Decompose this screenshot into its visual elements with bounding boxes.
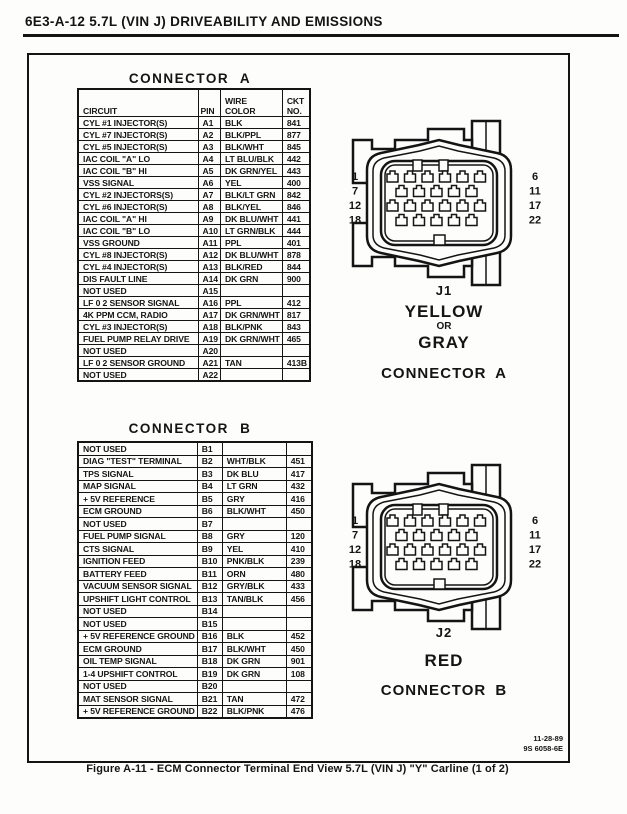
cell-pin: A11: [198, 237, 220, 249]
cell-pin: B15: [197, 618, 222, 631]
cell-ckt-no: 400: [282, 177, 310, 189]
cell-wire-color: BLK/LT GRN: [220, 189, 282, 201]
cell-wire-color: [222, 618, 286, 631]
cell-pin: B18: [197, 655, 222, 668]
cell-wire-color: DK GRN: [220, 273, 282, 285]
cell-circuit: IGNITION FEED: [78, 555, 197, 568]
table-row: [78, 165, 310, 177]
table-row: [78, 442, 312, 455]
connector-a-color-1: YELLOW: [404, 302, 484, 321]
cell-wire-color: LT GRN: [222, 480, 286, 493]
cell-wire-color: DK GRN/YEL: [220, 165, 282, 177]
table-row: [78, 455, 312, 468]
cell-pin: A8: [198, 201, 220, 213]
cell-circuit: + 5V REFERENCE GROUND: [78, 630, 197, 643]
cell-pin: B13: [197, 593, 222, 606]
connector-b-rows: [78, 442, 312, 718]
cell-ckt-no: 239: [286, 555, 312, 568]
table-row: [78, 543, 312, 556]
cell-wire-color: [222, 518, 286, 531]
cell-ckt-no: 843: [282, 321, 310, 333]
cell-circuit: IAC COIL "B" HI: [78, 165, 198, 177]
cell-circuit: FUEL PUMP SIGNAL: [78, 530, 197, 543]
cell-ckt-no: 844: [282, 261, 310, 273]
column-header-ckt-no: CKT NO.: [282, 89, 310, 117]
cell-pin: A4: [198, 153, 220, 165]
cell-wire-color: PNK/BLK: [222, 555, 286, 568]
cell-wire-color: BLK/WHT: [220, 141, 282, 153]
table-row: [78, 693, 312, 706]
cell-ckt-no: [282, 285, 310, 297]
cell-pin: B21: [197, 693, 222, 706]
cell-ckt-no: 476: [286, 705, 312, 718]
cell-ckt-no: 900: [282, 273, 310, 285]
table-row: [78, 225, 310, 237]
j1-label: J1: [435, 283, 453, 298]
cell-pin: A16: [198, 297, 220, 309]
cell-wire-color: GRY: [222, 493, 286, 506]
table-row: [78, 530, 312, 543]
revision-code: 9S 6058-6E: [523, 743, 563, 753]
table-row: [78, 117, 310, 129]
cell-pin: A15: [198, 285, 220, 297]
cell-circuit: DIS FAULT LINE: [78, 273, 198, 285]
connector-j2-diagram: [339, 452, 549, 642]
cell-circuit: OIL TEMP SIGNAL: [78, 655, 197, 668]
cell-circuit: CYL #7 INJECTOR(S): [78, 129, 198, 141]
table-row: [78, 593, 312, 606]
table-row: [78, 261, 310, 273]
cell-ckt-no: 846: [282, 201, 310, 213]
cell-circuit: MAT SENSOR SIGNAL: [78, 693, 197, 706]
cell-pin: B11: [197, 568, 222, 581]
table-row: [78, 309, 310, 321]
cell-circuit: NOT USED: [78, 369, 198, 382]
cell-ckt-no: [286, 442, 312, 455]
cell-ckt-no: 108: [286, 668, 312, 681]
table-row: [78, 273, 310, 285]
cell-wire-color: DK GRN/WHT: [220, 333, 282, 345]
cell-circuit: + 5V REFERENCE: [78, 493, 197, 506]
cell-ckt-no: 450: [286, 643, 312, 656]
cell-pin: A19: [198, 333, 220, 345]
cell-pin: A6: [198, 177, 220, 189]
table-row: [78, 668, 312, 681]
table-row: [78, 468, 312, 481]
cell-circuit: CYL #8 INJECTOR(S): [78, 249, 198, 261]
cell-ckt-no: 417: [286, 468, 312, 481]
table-row: [78, 630, 312, 643]
cell-circuit: LF 0 2 SENSOR SIGNAL: [78, 297, 198, 309]
table-row: [78, 369, 310, 382]
connector-a-color-or: OR: [436, 321, 452, 332]
table-row: [78, 655, 312, 668]
table-row: [78, 345, 310, 357]
cell-wire-color: DK GRN: [222, 668, 286, 681]
cell-circuit: NOT USED: [78, 442, 197, 455]
cell-wire-color: WHT/BLK: [222, 455, 286, 468]
connector-b-table: [77, 441, 313, 719]
cell-circuit: ECM GROUND: [78, 505, 197, 518]
cell-ckt-no: 452: [286, 630, 312, 643]
cell-ckt-no: 401: [282, 237, 310, 249]
cell-circuit: UPSHIFT LIGHT CONTROL: [78, 593, 197, 606]
table-row: [78, 177, 310, 189]
table-row: [78, 680, 312, 693]
cell-ckt-no: 442: [282, 153, 310, 165]
connector-a-color-2: GRAY: [418, 333, 470, 352]
cell-circuit: LF 0 2 SENSOR GROUND: [78, 357, 198, 369]
cell-circuit: CYL #1 INJECTOR(S): [78, 117, 198, 129]
cell-circuit: CYL #4 INJECTOR(S): [78, 261, 198, 273]
cell-circuit: NOT USED: [78, 518, 197, 531]
cell-wire-color: DK BLU: [222, 468, 286, 481]
cell-wire-color: [220, 285, 282, 297]
cell-ckt-no: 416: [286, 493, 312, 506]
cell-circuit: 1-4 UPSHIFT CONTROL: [78, 668, 197, 681]
cell-wire-color: [222, 680, 286, 693]
cell-wire-color: DK BLU/WHT: [220, 249, 282, 261]
cell-ckt-no: 444: [282, 225, 310, 237]
cell-pin: A1: [198, 117, 220, 129]
connector-a-table-title: CONNECTOR A: [128, 71, 252, 86]
cell-circuit: CYL #5 INJECTOR(S): [78, 141, 198, 153]
cell-pin: A3: [198, 141, 220, 153]
cell-wire-color: YEL: [220, 177, 282, 189]
cell-wire-color: DK BLU/WHT: [220, 213, 282, 225]
cell-pin: B1: [197, 442, 222, 455]
table-row: [78, 580, 312, 593]
cell-pin: B2: [197, 455, 222, 468]
cell-wire-color: YEL: [222, 543, 286, 556]
cell-circuit: IAC COIL "B" LO: [78, 225, 198, 237]
cell-wire-color: BLK/PNK: [222, 705, 286, 718]
table-row: [78, 518, 312, 531]
header-rule: [23, 34, 619, 37]
table-row: [78, 605, 312, 618]
cell-ckt-no: 441: [282, 213, 310, 225]
connector-a-color-block: [339, 302, 549, 352]
cell-wire-color: [222, 605, 286, 618]
cell-circuit: MAP SIGNAL: [78, 480, 197, 493]
cell-ckt-no: 841: [282, 117, 310, 129]
table-row: [78, 141, 310, 153]
revision-date: 11-28-89: [533, 734, 563, 743]
cell-pin: B16: [197, 630, 222, 643]
figure-border-box: [27, 53, 570, 763]
cell-circuit: DIAG "TEST" TERMINAL: [78, 455, 197, 468]
cell-pin: B10: [197, 555, 222, 568]
cell-circuit: CYL #2 INJECTORS(S): [78, 189, 198, 201]
cell-wire-color: BLK: [220, 117, 282, 129]
cell-wire-color: PPL: [220, 297, 282, 309]
connector-a-rows: [78, 117, 310, 382]
cell-circuit: CYL #3 INJECTOR(S): [78, 321, 198, 333]
cell-wire-color: BLK/YEL: [220, 201, 282, 213]
table-row: [78, 237, 310, 249]
cell-circuit: NOT USED: [78, 618, 197, 631]
cell-pin: B6: [197, 505, 222, 518]
table-row: [78, 618, 312, 631]
table-row: [78, 705, 312, 718]
cell-ckt-no: 443: [282, 165, 310, 177]
cell-ckt-no: 480: [286, 568, 312, 581]
table-row: [78, 555, 312, 568]
cell-pin: A12: [198, 249, 220, 261]
table-row: [78, 321, 310, 333]
cell-pin: B9: [197, 543, 222, 556]
cell-pin: B19: [197, 668, 222, 681]
cell-ckt-no: [286, 605, 312, 618]
cell-ckt-no: 412: [282, 297, 310, 309]
j2-label: J2: [435, 625, 453, 640]
cell-ckt-no: 120: [286, 530, 312, 543]
cell-pin: B5: [197, 493, 222, 506]
cell-circuit: NOT USED: [78, 285, 198, 297]
revision-block: [523, 734, 563, 753]
cell-ckt-no: [282, 345, 310, 357]
cell-ckt-no: 878: [282, 249, 310, 261]
page-header-title: 6E3-A-12 5.7L (VIN J) DRIVEABILITY AND EMISSIONS: [25, 14, 383, 29]
table-row: [78, 201, 310, 213]
cell-wire-color: BLK: [222, 630, 286, 643]
figure-caption: Figure A-11 - ECM Connector Terminal End View 5.7L (VIN J) "Y" Carline (1 of 2): [86, 763, 509, 775]
cell-pin: A22: [198, 369, 220, 382]
cell-wire-color: [220, 345, 282, 357]
cell-wire-color: TAN/BLK: [222, 593, 286, 606]
cell-ckt-no: 410: [286, 543, 312, 556]
cell-ckt-no: 451: [286, 455, 312, 468]
column-header-wire-color: WIRE COLOR: [220, 89, 282, 117]
connector-b-color-1: RED: [424, 651, 464, 670]
cell-ckt-no: [286, 618, 312, 631]
cell-wire-color: BLK/WHT: [222, 643, 286, 656]
cell-pin: B12: [197, 580, 222, 593]
cell-circuit: TPS SIGNAL: [78, 468, 197, 481]
table-row: [78, 129, 310, 141]
cell-ckt-no: 842: [282, 189, 310, 201]
cell-wire-color: TAN: [220, 357, 282, 369]
cell-ckt-no: 456: [286, 593, 312, 606]
cell-circuit: NOT USED: [78, 345, 198, 357]
connector-a-header-row: [78, 89, 310, 117]
cell-circuit: BATTERY FEED: [78, 568, 197, 581]
cell-pin: B20: [197, 680, 222, 693]
cell-ckt-no: 901: [286, 655, 312, 668]
cell-ckt-no: 877: [282, 129, 310, 141]
cell-wire-color: GRY: [222, 530, 286, 543]
cell-pin: A2: [198, 129, 220, 141]
cell-pin: A20: [198, 345, 220, 357]
cell-wire-color: GRY/BLK: [222, 580, 286, 593]
cell-circuit: + 5V REFERENCE GROUND: [78, 705, 197, 718]
cell-wire-color: BLK/WHT: [222, 505, 286, 518]
cell-wire-color: LT BLU/BLK: [220, 153, 282, 165]
cell-circuit: FUEL PUMP RELAY DRIVE: [78, 333, 198, 345]
cell-circuit: ECM GROUND: [78, 643, 197, 656]
cell-wire-color: PPL: [220, 237, 282, 249]
cell-pin: B7: [197, 518, 222, 531]
connector-b-name-label: CONNECTOR B: [380, 682, 508, 699]
table-row: [78, 333, 310, 345]
connector-b-table-title: CONNECTOR B: [128, 421, 252, 436]
cell-ckt-no: 845: [282, 141, 310, 153]
connector-a-table: [77, 88, 311, 382]
cell-wire-color: BLK/PPL: [220, 129, 282, 141]
table-row: [78, 357, 310, 369]
cell-pin: A21: [198, 357, 220, 369]
cell-pin: B4: [197, 480, 222, 493]
table-row: [78, 568, 312, 581]
cell-pin: B17: [197, 643, 222, 656]
cell-circuit: NOT USED: [78, 605, 197, 618]
connector-a-name-label: CONNECTOR A: [381, 365, 507, 382]
cell-wire-color: TAN: [222, 693, 286, 706]
table-row: [78, 505, 312, 518]
connector-j1-diagram: [339, 108, 549, 298]
table-row: [78, 189, 310, 201]
cell-ckt-no: [282, 369, 310, 382]
cell-circuit: IAC COIL "A" HI: [78, 213, 198, 225]
cell-wire-color: DK GRN: [222, 655, 286, 668]
cell-wire-color: ORN: [222, 568, 286, 581]
cell-wire-color: LT GRN/BLK: [220, 225, 282, 237]
table-row: [78, 493, 312, 506]
cell-wire-color: [220, 369, 282, 382]
cell-ckt-no: 817: [282, 309, 310, 321]
cell-circuit: IAC COIL "A" LO: [78, 153, 198, 165]
cell-ckt-no: [286, 518, 312, 531]
cell-circuit: VSS GROUND: [78, 237, 198, 249]
cell-pin: A13: [198, 261, 220, 273]
cell-circuit: VSS SIGNAL: [78, 177, 198, 189]
cell-wire-color: BLK/PNK: [220, 321, 282, 333]
cell-circuit: CYL #6 INJECTOR(S): [78, 201, 198, 213]
cell-pin: A9: [198, 213, 220, 225]
column-header-circuit: CIRCUIT: [78, 89, 198, 117]
cell-pin: B22: [197, 705, 222, 718]
cell-ckt-no: 450: [286, 505, 312, 518]
cell-circuit: CTS SIGNAL: [78, 543, 197, 556]
table-row: [78, 297, 310, 309]
column-header-pin: PIN: [198, 89, 220, 117]
cell-ckt-no: 432: [286, 480, 312, 493]
table-row: [78, 285, 310, 297]
cell-pin: A10: [198, 225, 220, 237]
cell-ckt-no: [286, 680, 312, 693]
cell-pin: A5: [198, 165, 220, 177]
table-row: [78, 643, 312, 656]
cell-pin: A18: [198, 321, 220, 333]
cell-ckt-no: 465: [282, 333, 310, 345]
table-row: [78, 153, 310, 165]
cell-wire-color: DK GRN/WHT: [220, 309, 282, 321]
cell-wire-color: BLK/RED: [220, 261, 282, 273]
cell-circuit: VACUUM SENSOR SIGNAL: [78, 580, 197, 593]
cell-ckt-no: 413B: [282, 357, 310, 369]
cell-ckt-no: 472: [286, 693, 312, 706]
cell-pin: A7: [198, 189, 220, 201]
cell-circuit: 4K PPM CCM, RADIO: [78, 309, 198, 321]
cell-wire-color: [222, 442, 286, 455]
cell-circuit: NOT USED: [78, 680, 197, 693]
table-row: [78, 213, 310, 225]
cell-pin: B3: [197, 468, 222, 481]
cell-pin: B14: [197, 605, 222, 618]
table-row: [78, 249, 310, 261]
cell-pin: B8: [197, 530, 222, 543]
table-row: [78, 480, 312, 493]
cell-ckt-no: 433: [286, 580, 312, 593]
cell-pin: A14: [198, 273, 220, 285]
cell-pin: A17: [198, 309, 220, 321]
